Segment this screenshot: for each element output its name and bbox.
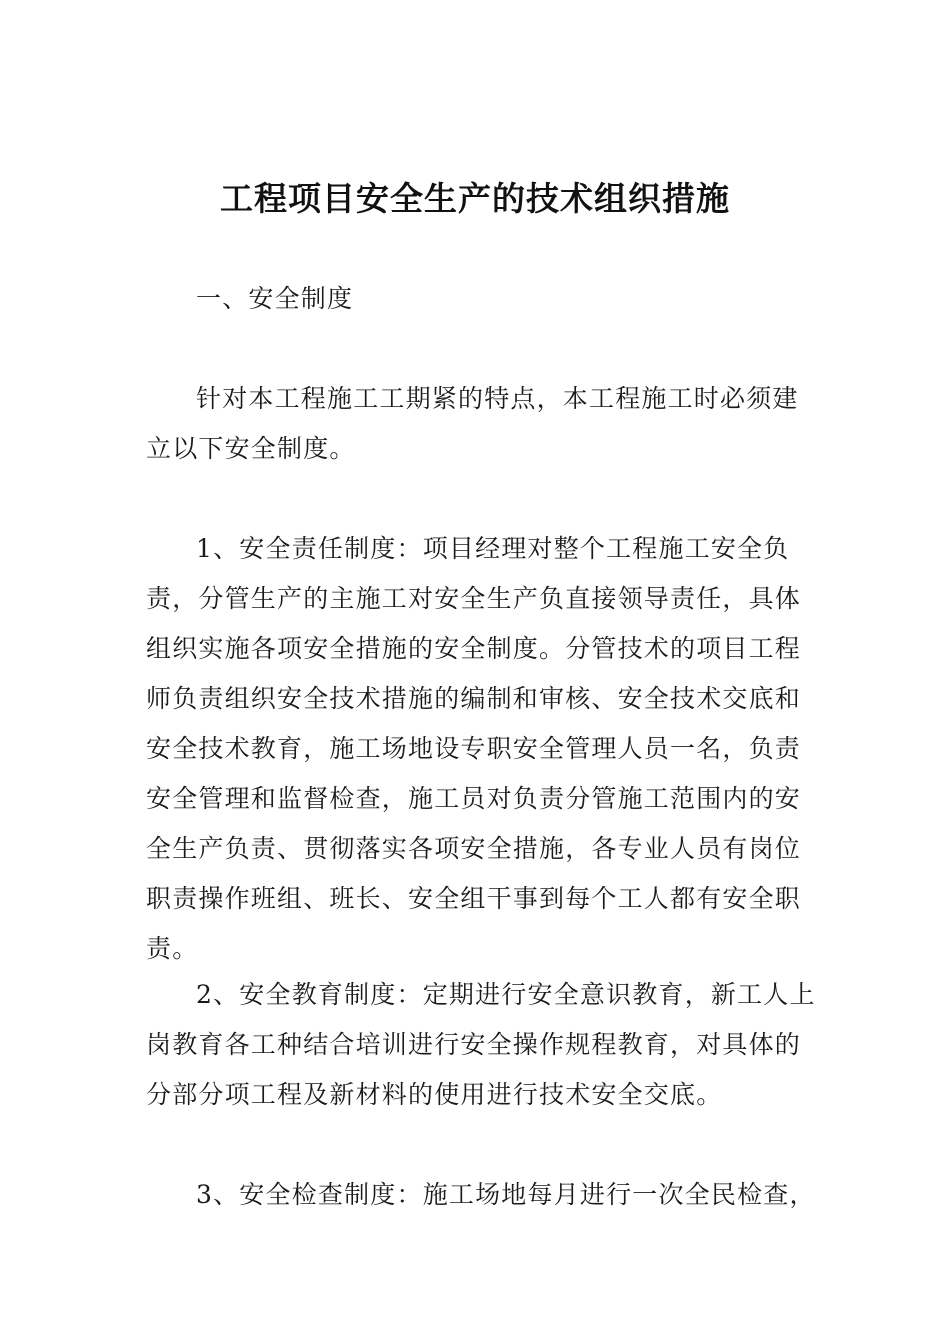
section-heading: 一、安全制度	[196, 284, 354, 313]
document-title: 工程项目安全生产的技术组织措施	[220, 179, 730, 218]
safety-responsibility-paragraph: 1、安全责任制度：项目经理对整个工程施工安全负责，分管生产的主施工对安全生产负直接领导责任，具体组织实施各项安全措施的安全制度。分管技术的项目工程师负责组织安全技术措施的编制和审核、安全技术交底和安全技术教育，施工场地设专职安全管理人员一名，负责安全管理和监督检查，施工员对负责分管施工范围内的安全生产负责、贯彻落实各项安全措施，各专业人员有岗位职责操作班组、班长、安全组干事到每个工人都有安全职责。	[146, 534, 802, 963]
safety-education-paragraph: 2、安全教育制度：定期进行安全意识教育，新工人上岗教育各工种结合培训进行安全操作规程教育，对具体的分部分项工程及新材料的使用进行技术安全交底。	[146, 980, 816, 1109]
safety-inspection-paragraph: 3、安全检查制度：施工场地每月进行一次全民检查，	[196, 1180, 816, 1209]
intro-paragraph: 针对本工程施工工期紧的特点，本工程施工时必须建立以下安全制度。	[146, 384, 799, 463]
